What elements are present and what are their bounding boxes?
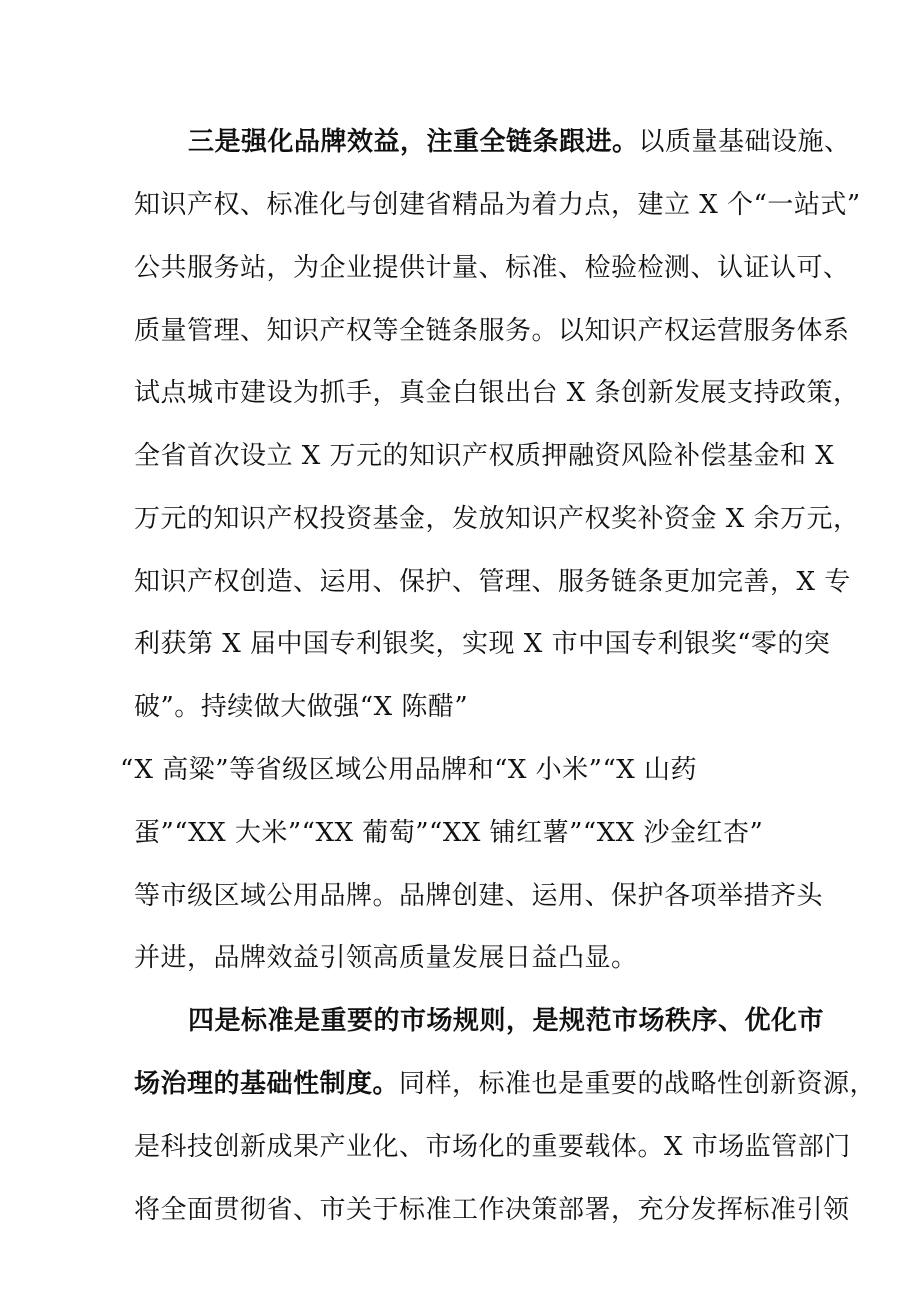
paragraph-2-heading-line-2: 场治理的基础性制度。 (134, 1069, 400, 1099)
paragraph-1-line-1 (188, 126, 851, 158)
paragraph-1-line-7: 万元的知识产权投资基金，发放知识产权奖补资金 X 余万元， (134, 504, 860, 534)
paragraph-2-text: 同样，标准也是重要的战略性创新资源， (399, 1069, 877, 1099)
paragraph-1-line-14: 并进，品牌效益引领高质量发展日益凸显。 (134, 943, 638, 973)
paragraph-1-line-2: 知识产权、标准化与创建省精品为着力点，建立 X 个“一站式” (134, 190, 861, 220)
paragraph-2-line-2 (134, 1068, 876, 1100)
paragraph-2-heading-line-1: 四是标准是重要的市场规则，是规范市场秩序、优化市 (188, 1006, 825, 1036)
paragraph-1-line-3: 公共服务站，为企业提供计量、标准、检验检测、认证认可、 (134, 253, 850, 283)
paragraph-1-text: 以质量基础设施、 (638, 127, 851, 157)
paragraph-1-line-5: 试点城市建设为抓手，真金白银出台 X 条创新发展支持政策， (134, 378, 860, 408)
paragraph-1-heading: 三是强化品牌效益，注重全链条跟进。 (188, 127, 639, 157)
paragraph-1-line-9: 利获第 X 届中国专利银奖，实现 X 市中国专利银奖“零的突 (134, 629, 831, 659)
paragraph-1-line-12: 蛋”“XX 大米”“XX 葡萄”“XX 铺红薯”“XX 沙金红杏” (134, 818, 764, 848)
paragraph-1-line-4: 质量管理、知识产权等全链条服务。以知识产权运营服务体系 (134, 316, 850, 346)
paragraph-1-line-10: 破”。持续做大做强“X 陈醋” (134, 692, 469, 722)
paragraph-1-line-8: 知识产权创造、运用、保护、管理、服务链条更加完善，X 专 (134, 567, 851, 597)
paragraph-2-line-4: 将全面贯彻省、市关于标准工作决策部署，充分发挥标准引领 (134, 1195, 850, 1225)
paragraph-1-line-13: 等市级区域公用品牌。品牌创建、运用、保护各项举措齐头 (134, 881, 824, 911)
paragraph-1-line-6: 全省首次设立 X 万元的知识产权质押融资风险补偿基金和 X (134, 441, 835, 471)
paragraph-2-line-3: 是科技创新成果产业化、市场化的重要载体。X 市场监管部门 (134, 1132, 851, 1162)
paragraph-1-line-11: “X 高粱”等省级区域公用品牌和“X 小米”“X 山药 (120, 755, 698, 785)
